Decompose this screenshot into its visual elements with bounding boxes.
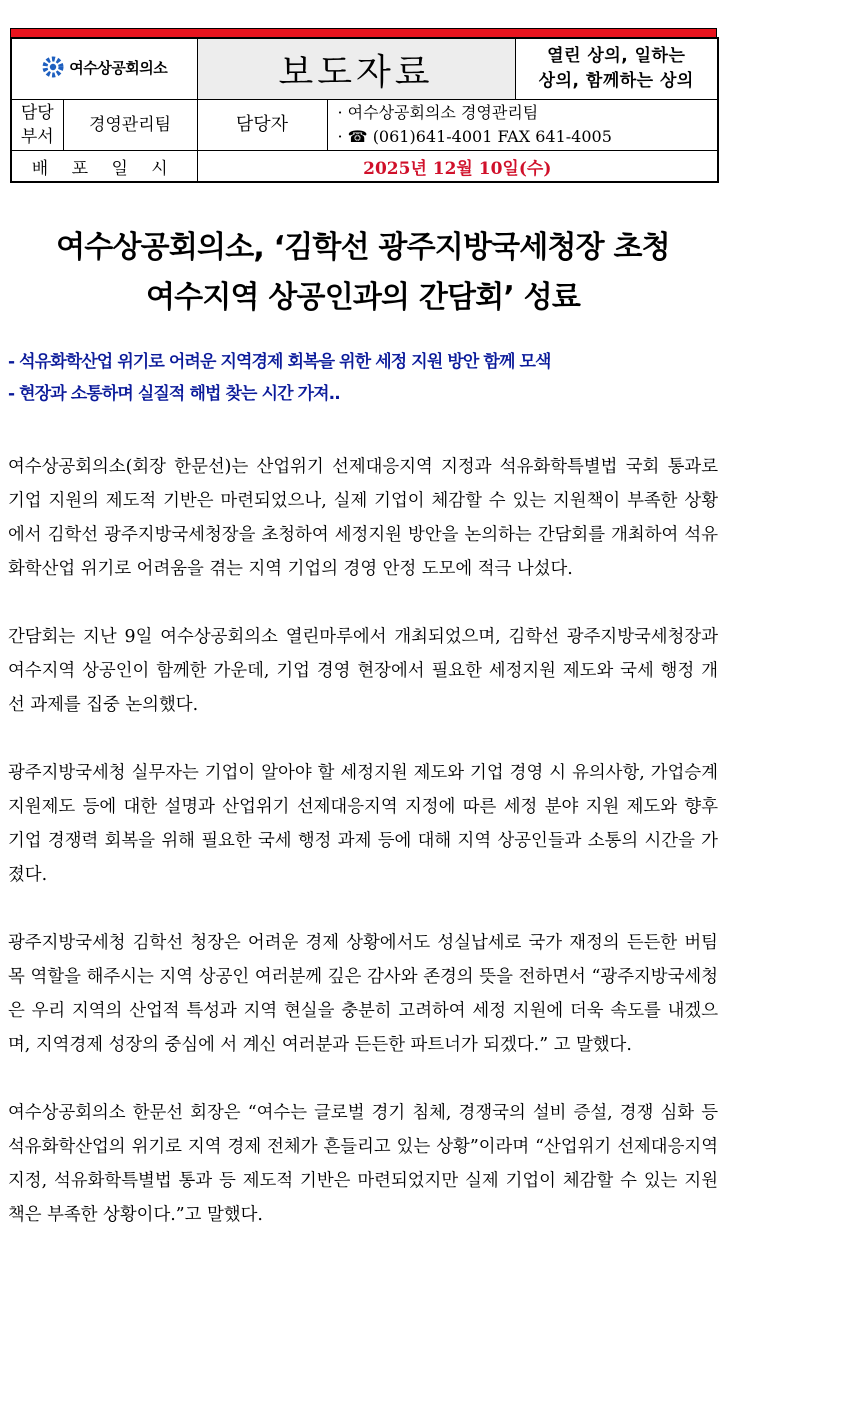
slogan-line-2: 상의, 함께하는 상의 — [538, 71, 694, 91]
headline — [8, 223, 718, 323]
contact-line-1: · 여수상공회의소 경영관리팀 — [337, 103, 539, 122]
article-body — [8, 450, 718, 1266]
org-logo — [41, 55, 167, 79]
release-date: 2025년 12월 10일(수) — [197, 151, 718, 183]
subpoints — [8, 346, 728, 410]
release-label: 배 포 일 시 — [11, 151, 197, 183]
slogan — [515, 38, 718, 100]
subpoint-2: - 현장과 소통하며 실질적 해법 찾는 시간 가져.. — [8, 384, 340, 404]
paragraph-4: 광주지방국세청 김학선 청장은 어려운 경제 상황에서도 성실납세로 국가 재정의 든든한 버팀목 역할을 해주시는 지역 상공인 여러분께 깊은 감사와 존경의 뜻을 전하면서 “광주지방국세청은 우리 지역의 산업적 특성과 지역 현실을 충분히 고려하여 세정 지원에 더욱 속도를 내겠으며, 지역경제 성장의 중심에 서 계신 여러분과 든든한 파트너가 되겠다.” 고 말했다. — [8, 933, 718, 1055]
owner-dept-label: 담당 부서 — [11, 100, 63, 151]
headline-line-1: 여수상공회의소, ‘김학선 광주지방국세청장 초청 — [56, 230, 670, 265]
contact-line-2: · ☎ (061)641-4001 FAX 641-4005 — [337, 127, 612, 146]
contact-info — [327, 100, 718, 151]
doc-type-title: 보도자료 — [197, 38, 515, 100]
paragraph-3: 광주지방국세청 실무자는 기업이 알아야 할 세정지원 제도와 기업 경영 시 유의사항, 가업승계 지원제도 등에 대한 설명과 산업위기 선제대응지역 지정에 따른 세정 분야 지원 제도와 향후 기업 경쟁력 회복을 위해 필요한 국세 행정 과제 등에 대해 지역 상공인들과 소통의 시간을 가졌다. — [8, 763, 718, 885]
subpoint-1: - 석유화학산업 위기로 어려운 지역경제 회복을 위한 세정 지원 방안 함께 모색 — [8, 352, 551, 372]
paragraph-5: 여수상공회의소 한문선 회장은 “여수는 글로벌 경기 침체, 경쟁국의 설비 증설, 경쟁 심화 등 석유화학산업의 위기로 지역 경제 전체가 흔들리고 있는 상황”이라며 “산업위기 선제대응지역 지정, 석유화학특별법 통과 등 제도적 기반은 마련되었지만 실제 기업이 체감할 수 있는 지원책은 부족한 상황이다.”고 말했다. — [8, 1103, 718, 1225]
headline-line-2: 여수지역 상공인과의 간담회’ 성료 — [145, 280, 581, 315]
org-logo-icon — [41, 55, 65, 79]
header-red-bar — [10, 28, 717, 37]
slogan-line-1: 열린 상의, 일하는 — [547, 46, 686, 66]
contact-label: 담당자 — [197, 100, 327, 151]
press-header — [10, 28, 717, 183]
paragraph-2: 간담회는 지난 9일 여수상공회의소 열린마루에서 개최되었으며, 김학선 광주지방국세청장과 여수지역 상공인이 함께한 가운데, 기업 경영 현장에서 필요한 세정지원 제도와 국세 행정 개선 과제를 집중 논의했다. — [8, 627, 718, 715]
owner-dept-value: 경영관리팀 — [63, 100, 197, 151]
org-logo-text: 여수상공회의소 — [69, 58, 168, 77]
logo-cell — [11, 38, 197, 100]
paragraph-1: 여수상공회의소(회장 한문선)는 산업위기 선제대응지역 지정과 석유화학특별법 국회 통과로 기업 지원의 제도적 기반은 마련되었으나, 실제 기업이 체감할 수 있는 지원책이 부족한 상황에서 김학선 광주지방국세청장을 초청하여 세정지원 방안을 논의하는 간담회를 개최하여 석유화학산업 위기로 어려움을 겪는 지역 기업의 경영 안정 도모에 적극 나섰다. — [8, 457, 718, 579]
press-meta-table — [10, 37, 719, 183]
